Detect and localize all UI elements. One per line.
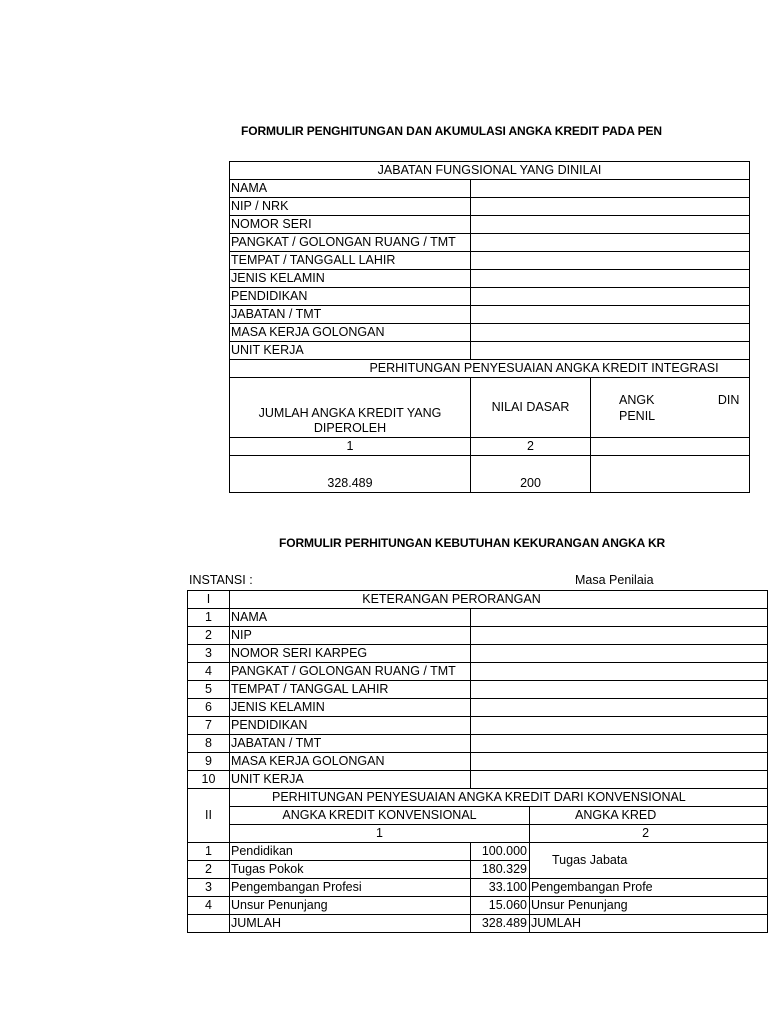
col-number: 2 — [471, 438, 591, 456]
form2-section2-header: PERHITUNGAN PENYESUAIAN ANGKA KREDIT DARI KONVENSIONAL — [230, 789, 768, 807]
row-number: 2 — [188, 627, 230, 645]
row-number: 1 — [188, 609, 230, 627]
row-number: 6 — [188, 699, 230, 717]
value-jumlah-angka-kredit: 328.489 — [230, 456, 471, 493]
form1-section-header: JABATAN FUNGSIONAL YANG DINILAI — [230, 162, 750, 180]
field-label: NOMOR SERI — [230, 216, 471, 234]
field-label: NAMA — [230, 609, 471, 627]
field-label: JABATAN / TMT — [230, 735, 471, 753]
credit-value: 100.000 — [471, 843, 530, 861]
field-label: PANGKAT / GOLONGAN RUANG / TMT — [230, 234, 471, 252]
field-value[interactable] — [471, 180, 750, 198]
credit-label: Pengembangan Profesi — [230, 879, 471, 897]
value-nilai-dasar: 200 — [471, 456, 591, 493]
new-total-label: JUMLAH — [530, 915, 768, 933]
field-value[interactable] — [471, 699, 768, 717]
col-header-nilai-dasar: NILAI DASAR — [471, 378, 591, 438]
form1-title: FORMULIR PENGHITUNGAN DAN AKUMULASI ANGKA KREDIT PADA PEN — [241, 124, 662, 138]
form1-calc-header: PERHITUNGAN PENYESUAIAN ANGKA KREDIT INTEGRASI — [230, 360, 750, 378]
field-label: TEMPAT / TANGGALL LAHIR — [230, 252, 471, 270]
masa-penilaian-label: Masa Penilaia — [575, 573, 654, 587]
col-number — [591, 438, 750, 456]
form1-table — [229, 161, 750, 493]
credit-label: Pendidikan — [230, 843, 471, 861]
section-number: II — [188, 789, 230, 843]
field-label: PENDIDIKAN — [230, 288, 471, 306]
row-number: 1 — [188, 843, 230, 861]
row-number: 2 — [188, 861, 230, 879]
field-value[interactable] — [471, 609, 768, 627]
form2-title: FORMULIR PERHITUNGAN KEBUTUHAN KEKURANGAN ANGKA KR — [279, 536, 666, 550]
credit-value: 15.060 — [471, 897, 530, 915]
field-label: NOMOR SERI KARPEG — [230, 645, 471, 663]
col-header-angka-dinilai: ANGK DIN PENIL — [591, 378, 750, 438]
field-value[interactable] — [471, 288, 750, 306]
field-label: JENIS KELAMIN — [230, 270, 471, 288]
row-number: 3 — [188, 645, 230, 663]
field-value[interactable] — [471, 771, 768, 789]
row-number: 9 — [188, 753, 230, 771]
new-credit-label: Pengembangan Profe — [530, 879, 768, 897]
form2-table — [187, 590, 768, 933]
new-header: ANGKA KRED — [530, 807, 768, 825]
credit-value: 180.329 — [471, 861, 530, 879]
field-label: UNIT KERJA — [230, 771, 471, 789]
field-label: NIP — [230, 627, 471, 645]
field-value[interactable] — [471, 717, 768, 735]
field-label: TEMPAT / TANGGAL LAHIR — [230, 681, 471, 699]
total-value: 328.489 — [471, 915, 530, 933]
field-value[interactable] — [471, 306, 750, 324]
instansi-label: INSTANSI : — [189, 573, 253, 587]
col-header-jumlah: JUMLAH ANGKA KREDIT YANG DIPEROLEH — [230, 378, 471, 438]
field-label: JENIS KELAMIN — [230, 699, 471, 717]
field-value[interactable] — [471, 663, 768, 681]
credit-label: Unsur Penunjang — [230, 897, 471, 915]
row-number: 4 — [188, 897, 230, 915]
row-number: 8 — [188, 735, 230, 753]
field-value[interactable] — [471, 198, 750, 216]
field-label: PENDIDIKAN — [230, 717, 471, 735]
credit-label: Tugas Pokok — [230, 861, 471, 879]
row-number — [188, 915, 230, 933]
row-number: 3 — [188, 879, 230, 897]
conv-header: ANGKA KREDIT KONVENSIONAL — [230, 807, 530, 825]
field-value[interactable] — [471, 681, 768, 699]
value-angka-dinilai — [591, 456, 750, 493]
field-value[interactable] — [471, 252, 750, 270]
field-value[interactable] — [471, 753, 768, 771]
row-number: 7 — [188, 717, 230, 735]
field-value[interactable] — [471, 627, 768, 645]
field-label: MASA KERJA GOLONGAN — [230, 753, 471, 771]
field-value[interactable] — [471, 216, 750, 234]
row-number: 4 — [188, 663, 230, 681]
tugas-jabatan-label: Tugas Jabata — [530, 843, 768, 879]
row-number: 10 — [188, 771, 230, 789]
new-col-number: 2 — [530, 825, 768, 843]
new-credit-label: Unsur Penunjang — [530, 897, 768, 915]
field-label: MASA KERJA GOLONGAN — [230, 324, 471, 342]
field-value[interactable] — [471, 270, 750, 288]
field-value[interactable] — [471, 342, 750, 360]
col-number: 1 — [230, 438, 471, 456]
field-label: JABATAN / TMT — [230, 306, 471, 324]
field-value[interactable] — [471, 735, 768, 753]
field-value[interactable] — [471, 234, 750, 252]
field-label: NAMA — [230, 180, 471, 198]
field-label: UNIT KERJA — [230, 342, 471, 360]
field-label: NIP / NRK — [230, 198, 471, 216]
row-number: 5 — [188, 681, 230, 699]
form2-section1-header: KETERANGAN PERORANGAN — [230, 591, 768, 609]
total-label: JUMLAH — [230, 915, 471, 933]
field-value[interactable] — [471, 324, 750, 342]
credit-value: 33.100 — [471, 879, 530, 897]
conv-col-number: 1 — [230, 825, 530, 843]
field-value[interactable] — [471, 645, 768, 663]
section-number: I — [188, 591, 230, 609]
field-label: PANGKAT / GOLONGAN RUANG / TMT — [230, 663, 471, 681]
